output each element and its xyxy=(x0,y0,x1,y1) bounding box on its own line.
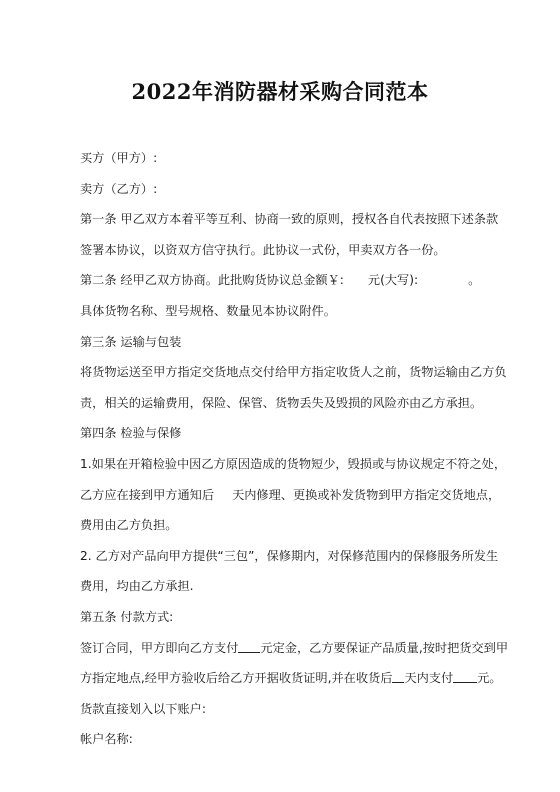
deposit-amount-blank xyxy=(238,638,260,653)
article-5-acceptance-text: 方指定地点,经甲方验收后给乙方开据收货证明,并在收货后 xyxy=(80,671,393,686)
buyer-label: 买方（甲方）: xyxy=(80,151,158,165)
account-name-label: 帐户名称: xyxy=(80,732,133,747)
article-4-item-2-line-2: 费用，均由乙方承担. xyxy=(80,579,194,594)
payment-days-blank xyxy=(392,668,404,683)
article-5-quality-text: 元定金，乙方要保证产品质量,按时把货交到甲 xyxy=(260,640,509,655)
article-2-line-1 xyxy=(80,265,490,296)
article-2-capital-text: 元(大写): xyxy=(367,273,419,288)
article-3-line-1: 将货物运送至甲方指定交货地点交付给甲方指定收货人之前，货物运输由乙方负 xyxy=(80,365,507,380)
article-5-deposit-text: 签订合同，甲方即向乙方支付 xyxy=(80,640,239,655)
article-1-line-2: 签署本协议，以资双方信守执行。此协议一式份，甲卖双方各一份。 xyxy=(80,242,446,257)
article-5-payment-text: 天内支付 xyxy=(404,671,454,686)
article-4-item-1-line-3: 费用由乙方负担。 xyxy=(80,518,178,533)
article-1-line-1: 第一条 甲乙双方本着平等互利、协商一致的原则，授权各自代表按照下述条款 xyxy=(80,212,499,227)
article-4-item-1-line-2 xyxy=(80,480,501,511)
article-4-item-1-line-1: 1.如果在开箱检验中因乙方原因造成的货物短少，毁损或与协议规定不符之处， xyxy=(80,456,507,471)
article-5-line-1 xyxy=(80,633,509,664)
article-4-notice-text: 乙方应在接到甲方通知后 xyxy=(80,487,215,502)
contract-body xyxy=(80,143,509,755)
article-5-line-2 xyxy=(80,663,502,694)
article-2-period: 。 xyxy=(468,273,481,288)
article-5-yuan-text: 元。 xyxy=(477,671,502,686)
article-5-line-3: 货款直接划入以下账户: xyxy=(80,701,206,716)
article-2-line-2: 具体货物名称、型号规格、数量见本协议附件。 xyxy=(80,303,336,318)
seller-label: 卖方（乙方）: xyxy=(80,181,158,196)
article-3-line-2: 责，相关的运输费用，保险、保管、货物丢失及毁损的风险亦由乙方承担。 xyxy=(80,395,483,410)
article-4-item-2-line-1: 2. 乙方对产品向甲方提供“三包”，保修期内，对保修范围内的保修服务所发生 xyxy=(80,548,499,563)
article-4-heading: 第四条 检验与保修 xyxy=(80,426,182,441)
payment-amount-blank xyxy=(453,668,477,683)
article-4-repair-text: 天内修理、更换或补发货物到甲方指定交货地点， xyxy=(232,487,501,502)
document-title: 2022年消防器材采购合同范本 xyxy=(131,79,429,104)
article-5-heading: 第五条 付款方式: xyxy=(80,609,174,624)
article-2-amount-text: 第二条 经甲乙双方协商。此批购货协议总金额￥: xyxy=(80,273,344,288)
article-3-heading: 第三条 运输与包装 xyxy=(80,334,182,349)
